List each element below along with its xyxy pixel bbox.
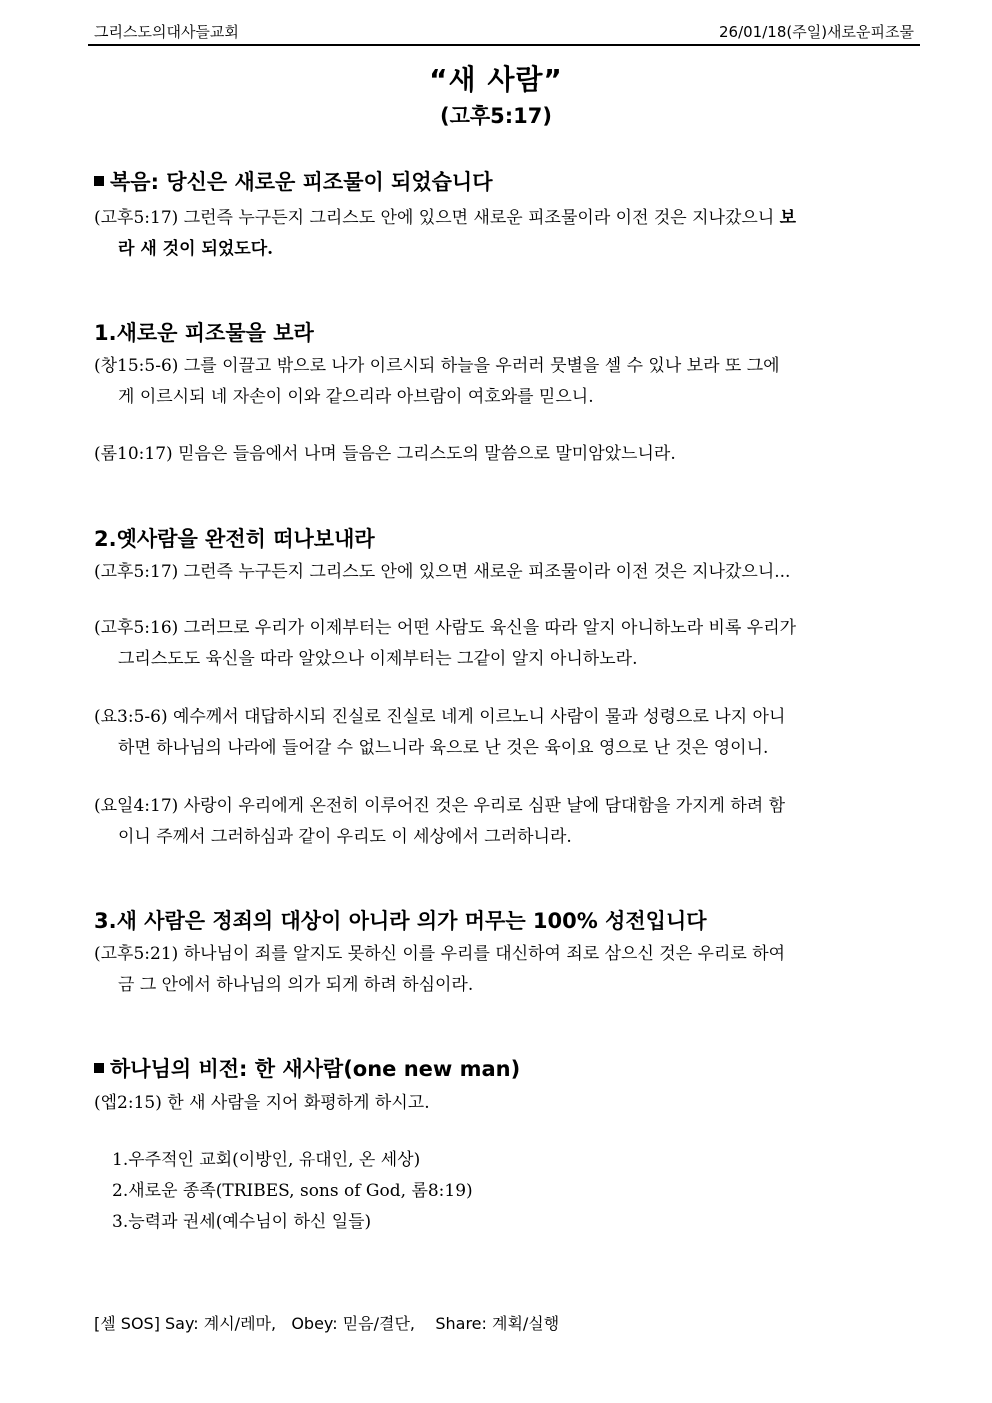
section-1-verse-1: (창15:5-6) 그를 이끌고 밖으로 나가 이르시되 하늘을 우러러 뭇별을 셀 수 있나 보라 또 그에 게 이르시되 네 자손이 이와 같으리라 아브람이 여호와를 믿으니. (94, 356, 780, 407)
section-3-heading: 3.새 사람은 정죄의 대상이 아니라 의가 머무는 100% 성전입니다 (94, 909, 707, 933)
section-1-heading: 1.새로운 피조물을 보라 (94, 321, 314, 345)
square-bullet-icon (94, 1063, 104, 1073)
list-item: 1.우주적인 교회(이방인, 유대인, 온 세상) (112, 1150, 421, 1170)
page-header (88, 20, 920, 46)
section-2-verse-2: (고후5:16) 그러므로 우리가 이제부터는 어떤 사람도 육신을 따라 알지 아니하노라 비록 우리가 그리스도도 육신을 따라 알았으나 이제부터는 그같이 알지 아니하노라. (94, 618, 797, 669)
vision-list (112, 1145, 473, 1238)
section-2-verse-1: (고후5:17) 그런즉 누구든지 그리스도 안에 있으면 새로운 피조물이라 이전 것은 지나갔으니... (94, 562, 791, 582)
gospel-verse: (고후5:17) 그런즉 누구든지 그리스도 안에 있으면 새로운 피조물이라 이전 것은 지나갔으니 보 라 새 것이 되었도다. (94, 208, 797, 259)
list-item: 2.새로운 종족(TRIBES, sons of God, 롬8:19) (112, 1181, 473, 1201)
vision-heading: 하나님의 비전: 한 새사람(one new man) (94, 1053, 520, 1083)
section-2-verse-3: (요3:5-6) 예수께서 대답하시되 진실로 진실로 네게 이르노니 사람이 물과 성령으로 나지 아니 하면 하나님의 나라에 들어갈 수 없느니라 육으로 난 것은 육이요 영으로 난 것은 영이니. (94, 707, 786, 758)
square-bullet-icon (94, 176, 104, 186)
list-item: 3.능력과 권세(예수님이 하신 일들) (112, 1212, 372, 1232)
section-2-heading: 2.옛사람을 완전히 떠나보내라 (94, 527, 375, 551)
section-1-verse-2: (롬10:17) 믿음은 들음에서 나며 들음은 그리스도의 말씀으로 말미암았느니라. (94, 444, 676, 464)
sermon-reference: (고후5:17) (439, 104, 552, 128)
date-topic: 26/01/18(주일)새로운피조물 (719, 23, 914, 41)
church-name: 그리스도의대사들교회 (94, 23, 239, 41)
vision-verse: (엡2:15) 한 새 사람을 지어 화평하게 하시고. (94, 1093, 430, 1113)
cell-sos-footer: [셀 SOS] Say: 계시/레마, Obey: 믿음/결단, Share: 계획/실행 (94, 1314, 560, 1333)
section-3-verse-1: (고후5:21) 하나님이 죄를 알지도 못하신 이를 우리를 대신하여 죄로 삼으신 것은 우리로 하여 금 그 안에서 하나님의 의가 되게 하려 하심이라. (94, 944, 786, 995)
section-2-verse-4: (요일4:17) 사랑이 우리에게 온전히 이루어진 것은 우리로 심판 날에 담대함을 가지게 하려 함 이니 주께서 그러하심과 같이 우리도 이 세상에서 그러하니라. (94, 796, 786, 847)
gospel-heading: 복음: 당신은 새로운 피조물이 되었습니다 (94, 166, 493, 196)
sermon-title: “새 사람” (429, 63, 563, 96)
